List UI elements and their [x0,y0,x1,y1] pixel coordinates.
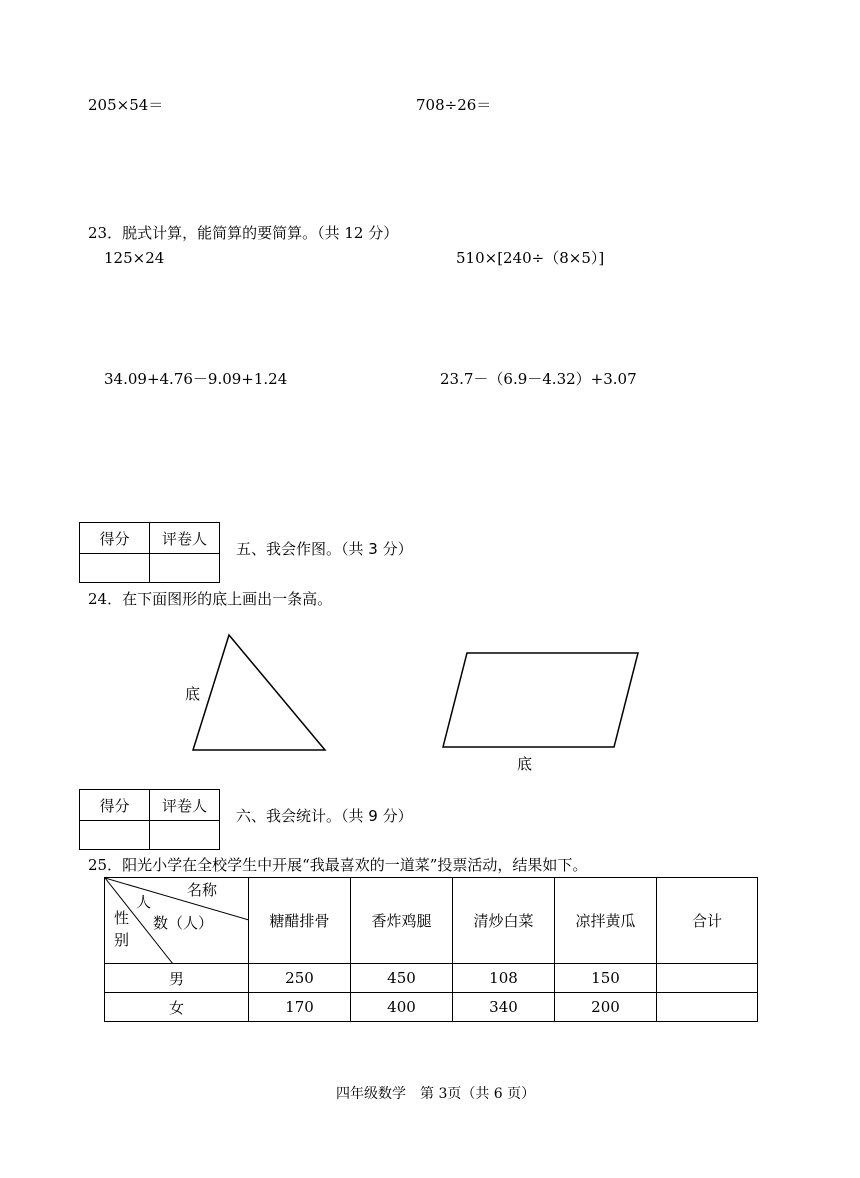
q23-item-3: 34.09+4.76－9.09+1.24 [104,370,288,388]
table-corner-cell [105,878,249,964]
column-header: 合计 [657,878,758,964]
table-row [105,993,758,1022]
corner-name-label: 名称 [187,881,218,899]
q23-title: 23．脱式计算，能简算的要简算。（共 12 分） [88,224,399,242]
corner-count-label-2: 数（人） [153,914,214,932]
q23-item-4: 23.7－（6.9－4.32）+3.07 [440,370,637,388]
parallelogram-figure [443,653,638,747]
table-cell: 200 [555,993,657,1022]
table-cell: 450 [351,964,453,993]
triangle-figure [0,620,860,760]
column-header: 香炸鸡腿 [351,878,453,964]
vote-table [104,877,758,1022]
corner-count-label-1: 人 [136,893,152,911]
section5-title: 五、我会作图。（共 3 分） [236,540,413,558]
row-label: 男 [105,964,249,993]
score-cell[interactable] [80,554,150,583]
page-footer: 四年级数学 第 3页（共 6 页） [336,1086,536,1102]
triangle-base-label: 底 [185,685,201,703]
corner-gender-label-1: 性 [114,909,130,927]
score-header: 得分 [80,790,150,821]
table-cell: 250 [249,964,351,993]
column-header: 清炒白菜 [453,878,555,964]
parallelogram-base-label: 底 [517,755,533,773]
total-cell[interactable] [657,964,758,993]
score-header: 得分 [80,523,150,554]
grader-header: 评卷人 [150,523,220,554]
total-cell[interactable] [657,993,758,1022]
corner-gender-label-2: 别 [114,931,130,949]
table-cell: 340 [453,993,555,1022]
calc-left: 205×54＝ [88,96,164,114]
table-cell: 400 [351,993,453,1022]
calc-right: 708÷26＝ [416,96,492,114]
row-label: 女 [105,993,249,1022]
q23-item-2: 510×[240÷（8×5）] [456,249,605,267]
grader-header: 评卷人 [150,790,220,821]
grader-cell[interactable] [150,554,220,583]
table-cell: 108 [453,964,555,993]
score-box-section5 [79,522,220,583]
table-cell: 170 [249,993,351,1022]
q24-title: 24．在下面图形的底上画出一条高。 [88,590,333,608]
q23-item-1: 125×24 [104,249,165,267]
column-header: 凉拌黄瓜 [555,878,657,964]
table-row [105,964,758,993]
table-cell: 150 [555,964,657,993]
score-cell[interactable] [80,821,150,850]
score-box-section6 [79,789,220,850]
section6-title: 六、我会统计。（共 9 分） [236,807,413,825]
grader-cell[interactable] [150,821,220,850]
column-header: 糖醋排骨 [249,878,351,964]
q25-title: 25．阳光小学在全校学生中开展“我最喜欢的一道菜”投票活动，结果如下。 [88,856,588,874]
